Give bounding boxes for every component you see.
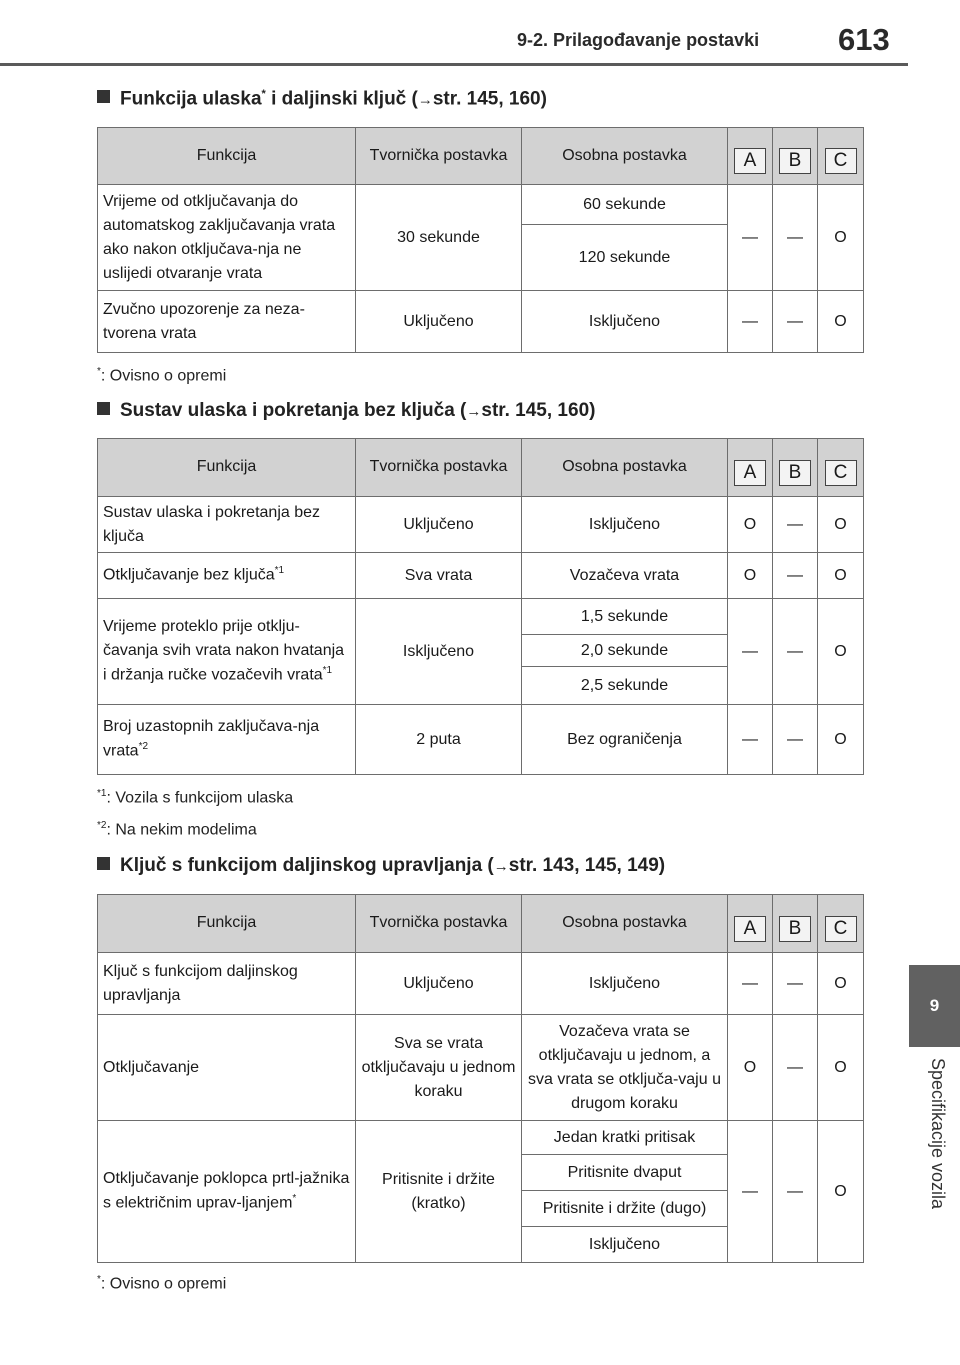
option-cell: Pritisnite dvaput bbox=[522, 1155, 728, 1191]
col-header-a: A bbox=[728, 895, 773, 953]
settings-table-remote-key bbox=[97, 894, 864, 1263]
c-cell: O bbox=[818, 1015, 864, 1121]
section-heading: 9-2. Prilagođavanje postavki bbox=[517, 30, 760, 50]
b-cell: — bbox=[773, 599, 818, 705]
b-cell: — bbox=[773, 1121, 818, 1263]
settings-table-entry-function bbox=[97, 127, 864, 353]
option-cell: 2,5 sekunde bbox=[522, 667, 728, 705]
function-cell: Otključavanje poklopca prtl-jažnika s električnim uprav-ljanjem* bbox=[98, 1121, 356, 1263]
a-cell: O bbox=[728, 553, 773, 599]
chapter-tab: 9 bbox=[909, 965, 960, 1047]
col-header-b: B bbox=[773, 895, 818, 953]
table-row bbox=[98, 705, 864, 775]
table-header-row bbox=[98, 439, 864, 497]
page-header bbox=[0, 0, 960, 70]
section-title-entry-function: Funkcija ulaska* i daljinski ključ (→str. 145, 160) bbox=[97, 88, 547, 110]
square-bullet-icon bbox=[97, 90, 110, 103]
footnote: $^{*1}$: Vozila s funkcijom ulaska bbox=[97, 788, 294, 807]
col-header-personal: Osobna postavka bbox=[522, 895, 728, 953]
table-header-row bbox=[98, 895, 864, 953]
option-cell: Isključeno bbox=[522, 497, 728, 553]
table-row bbox=[98, 497, 864, 553]
c-cell: O bbox=[818, 291, 864, 353]
table-row bbox=[98, 1121, 864, 1155]
function-cell: Ključ s funkcijom daljinskog upravljanja bbox=[98, 953, 356, 1015]
table-row bbox=[98, 185, 864, 225]
option-cell: Vozačeva vrata bbox=[522, 553, 728, 599]
default-cell: 30 sekunde bbox=[356, 185, 522, 291]
option-cell: Vozačeva vrata se otključavaju u jednom, a sva vrata se otključa-vaju u drugom koraku bbox=[522, 1015, 728, 1121]
table-row bbox=[98, 599, 864, 635]
c-cell: O bbox=[818, 953, 864, 1015]
a-cell: O bbox=[728, 497, 773, 553]
function-cell: Sustav ulaska i pokretanja bez ključa bbox=[98, 497, 356, 553]
default-cell: Uključeno bbox=[356, 953, 522, 1015]
a-cell: O bbox=[728, 1015, 773, 1121]
default-cell: Uključeno bbox=[356, 497, 522, 553]
default-cell: Isključeno bbox=[356, 599, 522, 705]
option-cell: Pritisnite i držite (dugo) bbox=[522, 1191, 728, 1227]
function-cell: Broj uzastopnih zaključava-nja vrata$^{*2}$ bbox=[98, 705, 356, 775]
col-header-a: A bbox=[728, 128, 773, 185]
page-number: 613 bbox=[838, 22, 890, 57]
b-cell: — bbox=[773, 553, 818, 599]
reference-arrow-icon: → bbox=[493, 858, 509, 875]
col-header-b: B bbox=[773, 128, 818, 185]
col-header-default: Tvornička postavka bbox=[356, 439, 522, 497]
header-divider bbox=[0, 63, 908, 66]
option-cell: 2,0 sekunde bbox=[522, 635, 728, 667]
function-cell: Otključavanje bez ključa$^{*1}$ bbox=[98, 553, 356, 599]
default-cell: Sva vrata bbox=[356, 553, 522, 599]
b-cell: — bbox=[773, 1015, 818, 1121]
option-cell: 60 sekunde bbox=[522, 185, 728, 225]
square-bullet-icon bbox=[97, 857, 110, 870]
footnote: *: Ovisno o opremi bbox=[97, 366, 227, 385]
c-cell: O bbox=[818, 599, 864, 705]
a-cell: — bbox=[728, 953, 773, 1015]
default-cell: Pritisnite i držite (kratko) bbox=[356, 1121, 522, 1263]
a-cell: — bbox=[728, 599, 773, 705]
col-header-c: C bbox=[818, 439, 864, 497]
col-header-b: B bbox=[773, 439, 818, 497]
section-title-remote-key: Ključ s funkcijom daljinskog upravljanja (→str. 143, 145, 149) bbox=[97, 855, 665, 877]
col-header-function: Funkcija bbox=[98, 895, 356, 953]
b-cell: — bbox=[773, 497, 818, 553]
col-header-personal: Osobna postavka bbox=[522, 128, 728, 185]
table-row bbox=[98, 291, 864, 353]
col-header-default: Tvornička postavka bbox=[356, 895, 522, 953]
default-cell: Sva se vrata otključavaju u jednom koraku bbox=[356, 1015, 522, 1121]
a-cell: — bbox=[728, 705, 773, 775]
c-cell: O bbox=[818, 185, 864, 291]
table-row bbox=[98, 1015, 864, 1121]
default-cell: Uključeno bbox=[356, 291, 522, 353]
option-cell: 120 sekunde bbox=[522, 225, 728, 291]
table-row bbox=[98, 553, 864, 599]
c-cell: O bbox=[818, 705, 864, 775]
c-cell: O bbox=[818, 497, 864, 553]
default-cell: 2 puta bbox=[356, 705, 522, 775]
section-title-smart-entry: Sustav ulaska i pokretanja bez ključa (→str. 145, 160) bbox=[97, 400, 595, 422]
function-cell: Zvučno upozorenje za neza-tvorena vrata bbox=[98, 291, 356, 353]
settings-table-smart-entry bbox=[97, 438, 864, 775]
col-header-c: C bbox=[818, 128, 864, 185]
a-cell: — bbox=[728, 291, 773, 353]
col-header-c: C bbox=[818, 895, 864, 953]
col-header-function: Funkcija bbox=[98, 439, 356, 497]
col-header-a: A bbox=[728, 439, 773, 497]
footnote: *: Ovisno o opremi bbox=[97, 1274, 227, 1293]
function-cell: Vrijeme proteklo prije otklju-čavanja svih vrata nakon hvatanja i držanja ručke vozačevih vrata$^{*1}$ bbox=[98, 599, 356, 705]
reference-arrow-icon: → bbox=[466, 403, 482, 420]
function-cell: Otključavanje bbox=[98, 1015, 356, 1121]
option-cell: Isključeno bbox=[522, 1227, 728, 1263]
a-cell: — bbox=[728, 185, 773, 291]
option-cell: Isključeno bbox=[522, 291, 728, 353]
option-cell: Jedan kratki pritisak bbox=[522, 1121, 728, 1155]
b-cell: — bbox=[773, 953, 818, 1015]
c-cell: O bbox=[818, 553, 864, 599]
reference-arrow-icon: → bbox=[417, 91, 433, 109]
chapter-label: Specifikacije vozila bbox=[928, 1058, 948, 1210]
table-row bbox=[98, 953, 864, 1015]
footnote: $^{*2}$: Na nekim modelima bbox=[97, 820, 257, 839]
option-cell: 1,5 sekunde bbox=[522, 599, 728, 635]
option-cell: Bez ograničenja bbox=[522, 705, 728, 775]
col-header-function: Funkcija bbox=[98, 128, 356, 185]
b-cell: — bbox=[773, 185, 818, 291]
function-cell: Vrijeme od otključavanja do automatskog zaključavanja vrata ako nakon otključava-nja ne uslijedi otvaranje vrata bbox=[98, 185, 356, 291]
b-cell: — bbox=[773, 291, 818, 353]
col-header-default: Tvornička postavka bbox=[356, 128, 522, 185]
c-cell: O bbox=[818, 1121, 864, 1263]
b-cell: — bbox=[773, 705, 818, 775]
option-cell: Isključeno bbox=[522, 953, 728, 1015]
col-header-personal: Osobna postavka bbox=[522, 439, 728, 497]
table-header-row bbox=[98, 128, 864, 185]
square-bullet-icon bbox=[97, 402, 110, 415]
a-cell: — bbox=[728, 1121, 773, 1263]
